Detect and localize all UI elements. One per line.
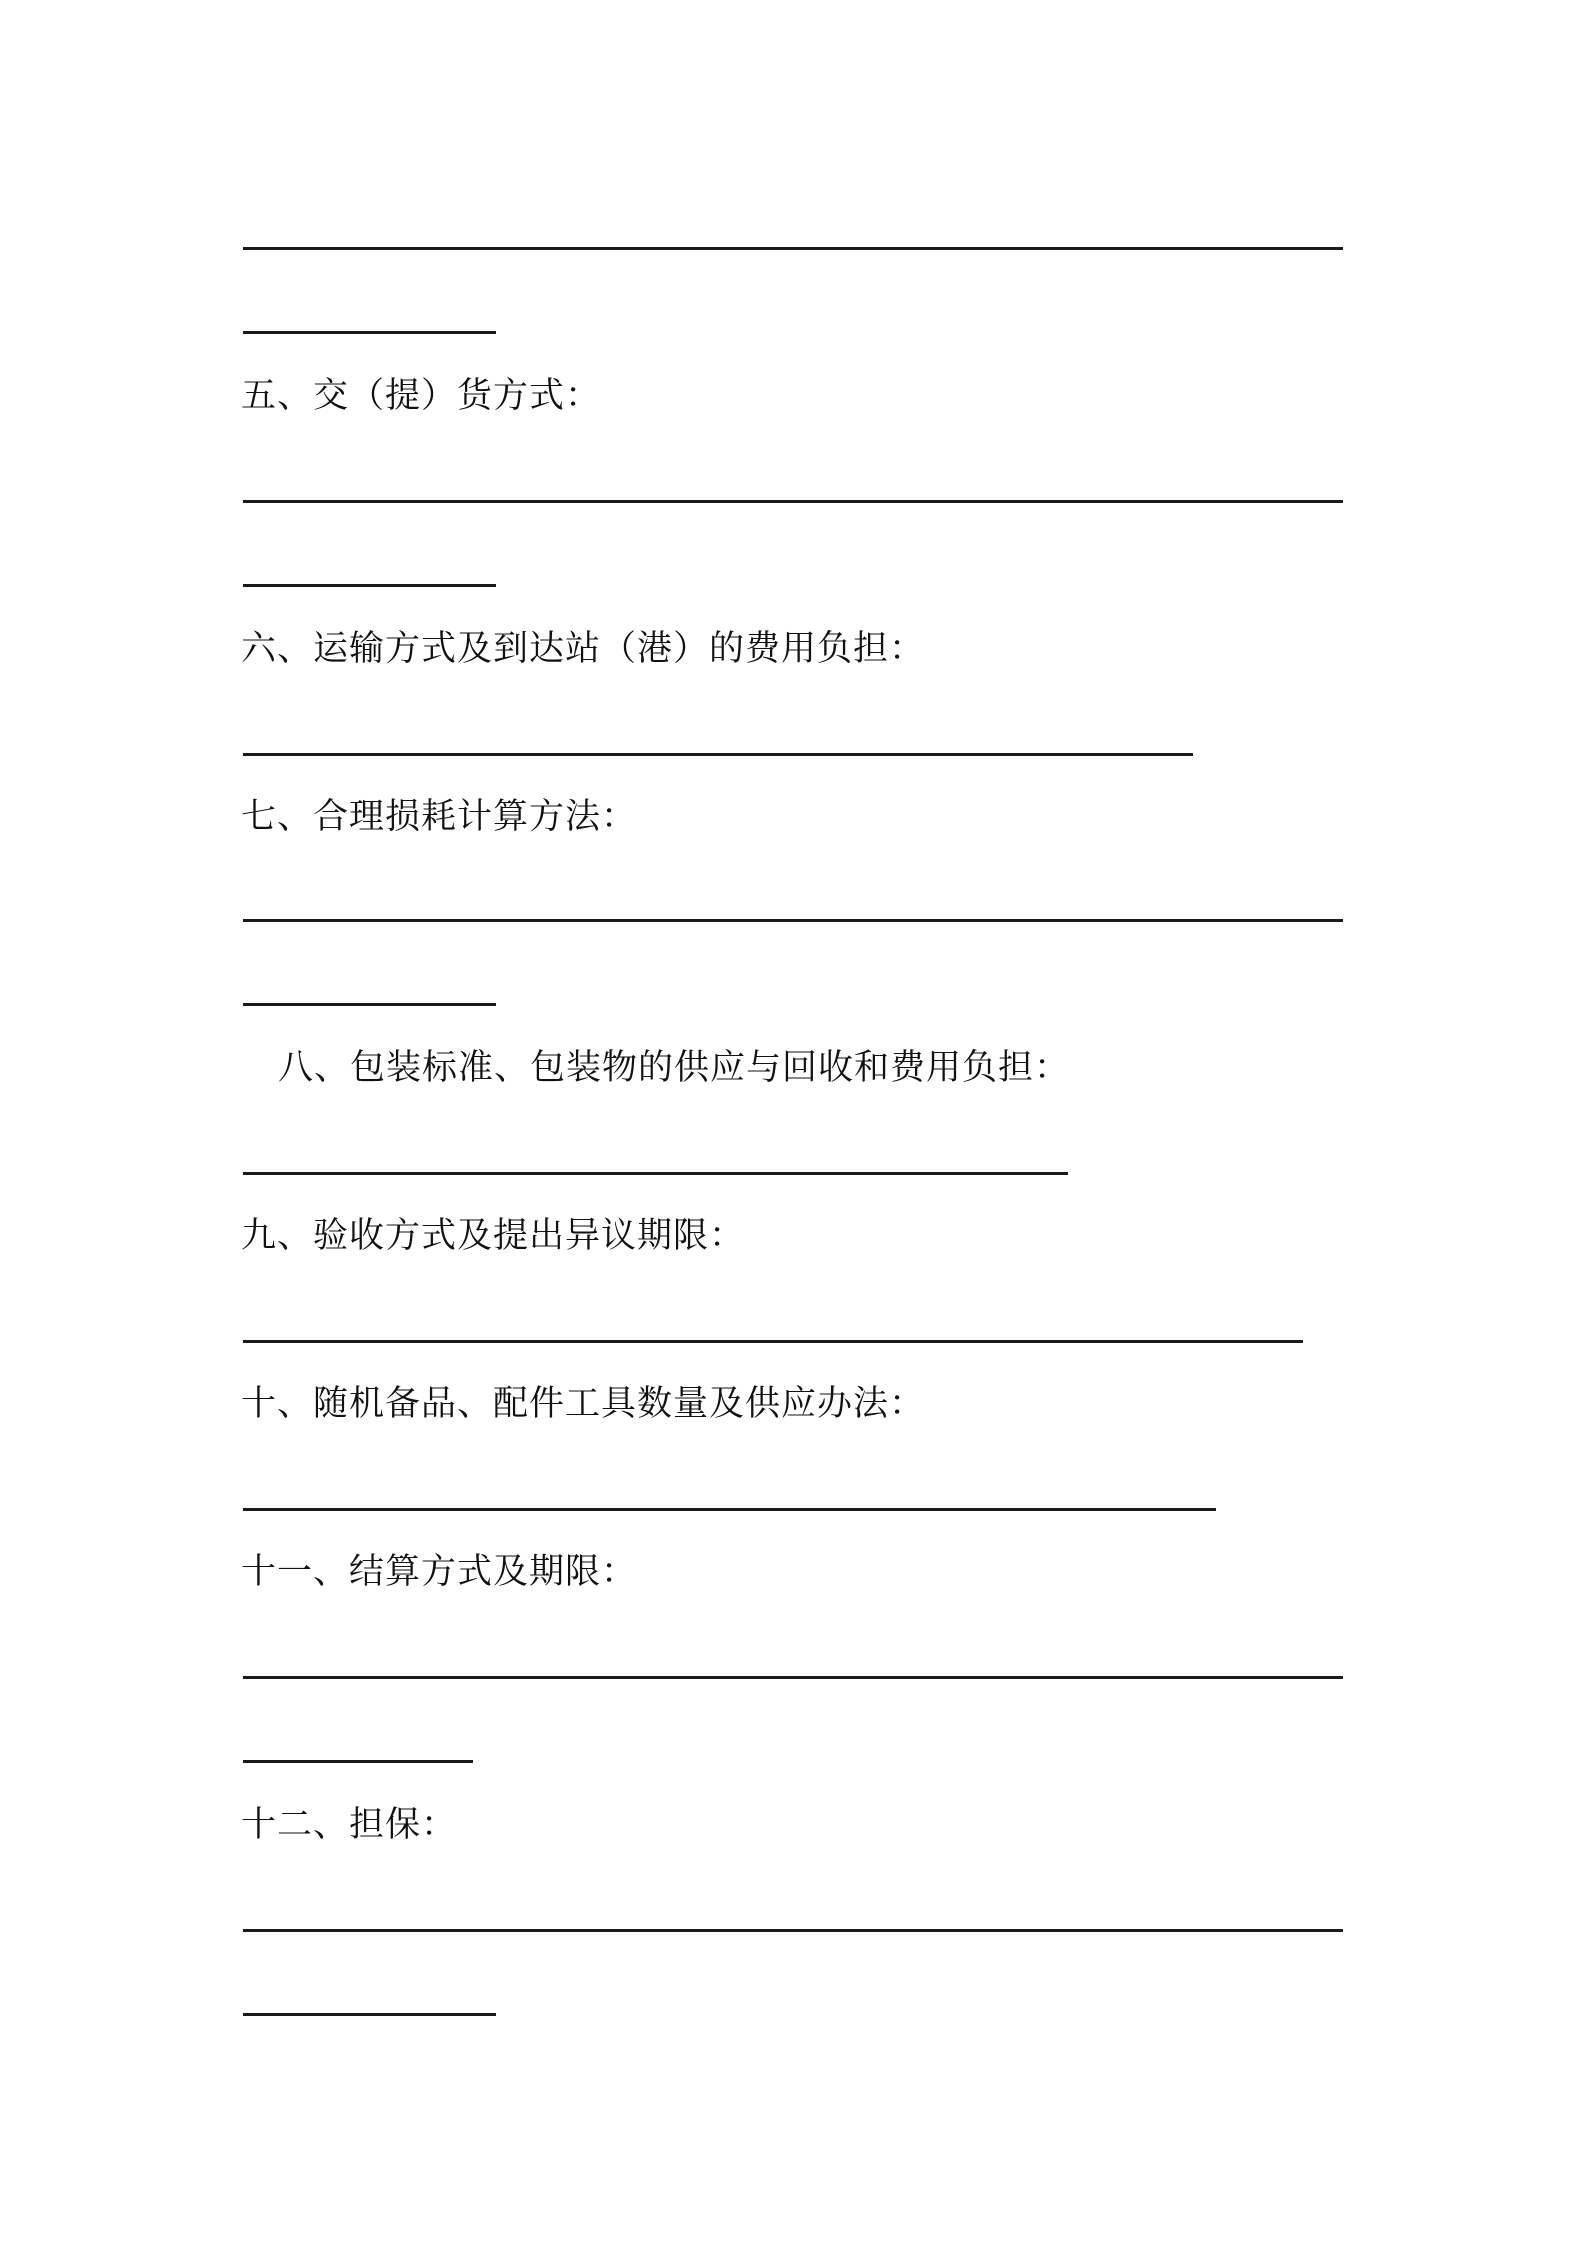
fill-in-line[interactable]: [243, 1929, 1343, 1932]
fill-in-line[interactable]: [243, 247, 1343, 250]
fill-in-line[interactable]: [243, 1676, 1343, 1679]
fill-in-line[interactable]: [243, 584, 496, 587]
fill-in-line[interactable]: [243, 2013, 496, 2016]
section-heading-transport-cost: 六、运输方式及到达站（港）的费用负担：: [241, 629, 926, 669]
section-heading-packaging: 八、包装标准、包装物的供应与回收和费用负担：: [278, 1048, 1071, 1088]
section-heading-delivery-method: 五、交（提）货方式：: [241, 376, 602, 416]
section-heading-settlement: 十一、结算方式及期限：: [241, 1552, 638, 1592]
fill-in-line[interactable]: [243, 331, 496, 334]
fill-in-line[interactable]: [243, 753, 1193, 756]
fill-in-line[interactable]: [243, 1003, 496, 1006]
section-heading-guarantee: 十二、担保：: [241, 1805, 458, 1845]
fill-in-line[interactable]: [243, 919, 1343, 922]
section-heading-acceptance: 九、验收方式及提出异议期限：: [241, 1216, 746, 1256]
fill-in-line[interactable]: [243, 1340, 1303, 1343]
fill-in-line[interactable]: [243, 1508, 1216, 1511]
fill-in-line[interactable]: [243, 500, 1343, 503]
fill-in-line[interactable]: [243, 1172, 1068, 1175]
section-heading-spare-parts: 十、随机备品、配件工具数量及供应办法：: [241, 1384, 926, 1424]
section-heading-loss-calculation: 七、合理损耗计算方法：: [241, 797, 638, 837]
fill-in-line[interactable]: [243, 1760, 473, 1763]
